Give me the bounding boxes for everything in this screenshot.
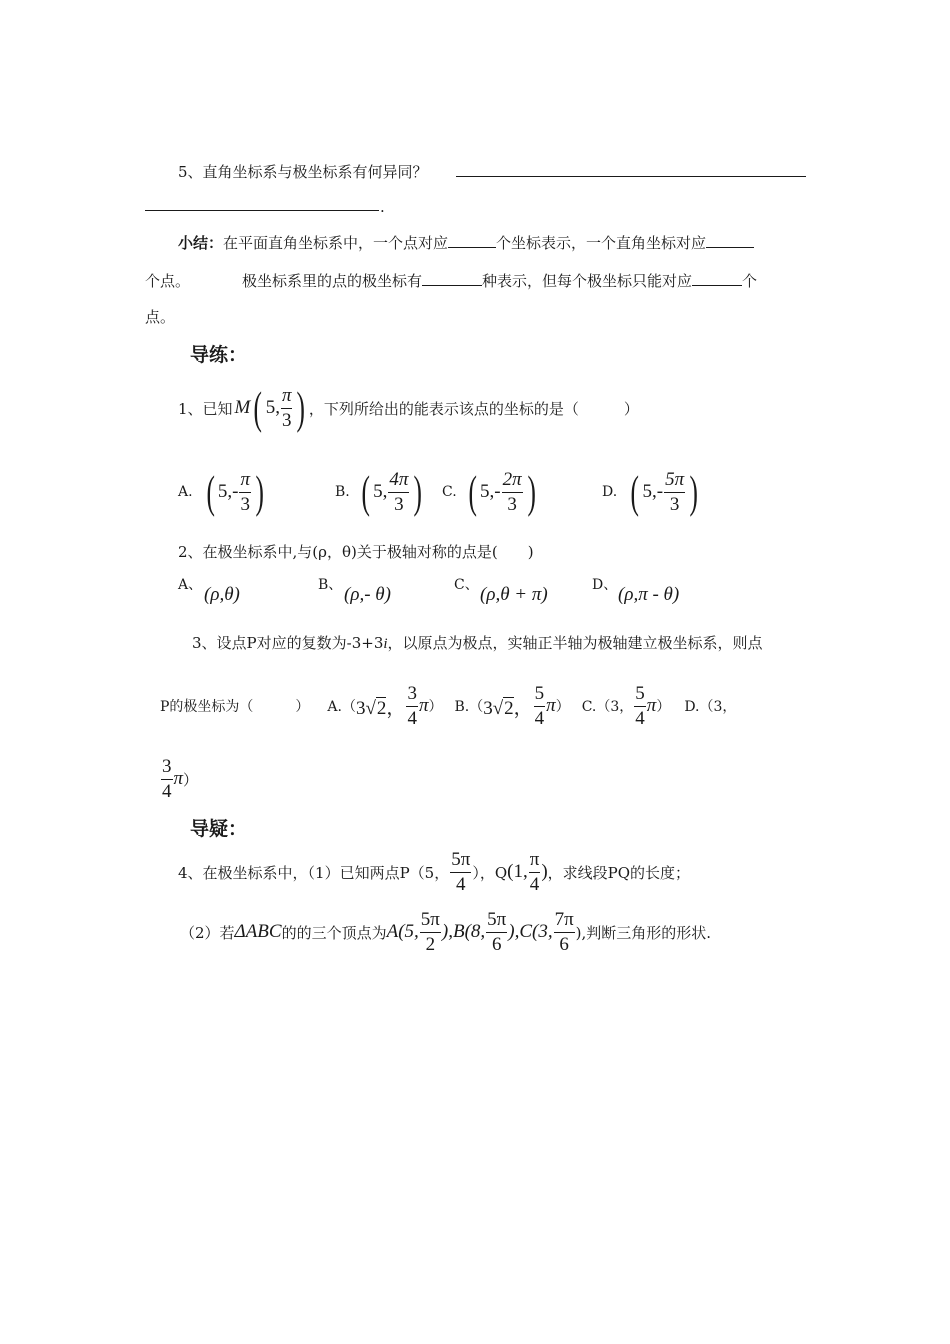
option-radius: 5,-	[642, 481, 664, 502]
point-p-angle: $\frac{5\pi}{4}$	[451, 848, 471, 895]
paren-open: (	[253, 382, 263, 433]
blank-2	[706, 247, 754, 248]
paren-close: )	[296, 382, 306, 433]
exercise-3-line-2: P的极坐标为（ ） A.（ 3√2， $\frac{3}{4}$ π ） B.（ 3√2， $\frac{5}{4}$ π ） C.（3， $\frac{5}{4}$ π ） D.（3，	[160, 682, 737, 729]
option-angle: $\frac{2\pi}{3}$	[502, 468, 522, 515]
exercise-3-line-3: $\frac{3}{4}$ π ）	[162, 755, 199, 802]
paren-open: (	[630, 466, 640, 517]
option-radius: 5,-	[217, 481, 239, 502]
answer-line-5b	[145, 210, 379, 211]
option-expression: (ρ,- θ)	[344, 584, 391, 605]
question-5-end: .	[380, 198, 385, 216]
exercise-1-option-a[interactable]	[178, 464, 267, 520]
exercise-4-text-b: ），Q	[472, 863, 508, 882]
option-angle: $\frac{4\pi}{3}$	[389, 468, 409, 515]
exercise-1-options	[0, 464, 950, 520]
option-a-label: A.（	[327, 699, 356, 715]
section-title-questions: 导疑：	[190, 818, 248, 840]
option-d-label: D.（3，	[684, 699, 737, 715]
option-label: C、	[454, 577, 479, 593]
exercise-4-text-d: 的的三个顶点为	[281, 923, 387, 942]
exercise-2: 2、在极坐标系中,与(ρ，θ)关于极轴对称的点是( )	[178, 543, 534, 561]
option-b-label: B.（	[454, 699, 484, 715]
vertex-c: ),C(3,	[508, 921, 553, 942]
vertex-b: ),B(8,	[441, 921, 486, 942]
exercise-1-prefix: 1、已知	[178, 399, 233, 418]
vertex-b-angle: $\frac{5\pi}{6}$	[487, 908, 507, 955]
exercise-1: 1、已知 M ( 5 , $\frac{\pi}{3}$ ) ，下列所给出的能表示该点的坐标的是（ ）	[178, 382, 639, 433]
blank-3	[422, 285, 482, 286]
vertex-c-angle: $\frac{7\pi}{6}$	[554, 908, 574, 955]
option-c-frac: $\frac{5}{4}$	[635, 682, 645, 729]
summary-line-1	[178, 232, 754, 253]
option-expression: (ρ,π - θ)	[618, 584, 680, 605]
option-angle: $\frac{\pi}{3}$	[240, 468, 250, 515]
question-5	[178, 161, 428, 182]
exercise-4-line-2	[180, 906, 711, 958]
exercise-3-prompt: P的极坐标为（ ）	[160, 699, 310, 715]
exercise-3-text-a: 3、设点P对应的复数为-3+3	[192, 634, 384, 652]
point-q-angle: $\frac{\pi}{4}$	[529, 848, 540, 895]
point-q-close: )	[541, 861, 548, 882]
exercise-1-option-b[interactable]	[335, 464, 426, 520]
point-m-label: M	[234, 397, 251, 418]
exercise-4-part-2-label: （2）若	[180, 923, 235, 942]
point-m-angle: $\frac{\pi}{3}$	[281, 384, 292, 431]
vertex-a-angle: $\frac{5\pi}{2}$	[420, 908, 440, 955]
option-b-sqrt: 3√2，	[483, 697, 533, 719]
paren-open: (	[361, 466, 370, 517]
paren-close: )	[255, 466, 264, 517]
exercise-4-line-1	[178, 846, 690, 898]
question-5-text: 5、直角坐标系与极坐标系有何异同？	[178, 163, 428, 181]
paren-open: (	[468, 466, 477, 517]
exercise-4-text-c: ，求线段PQ的长度；	[547, 863, 691, 882]
summary-text-2c: 种表示，但每个极坐标只能对应	[482, 272, 693, 290]
option-radius: 5,-	[480, 481, 501, 502]
option-label: D.	[602, 484, 618, 500]
blank-4	[692, 285, 742, 286]
imaginary-unit: i	[383, 636, 388, 652]
summary-text-2b: 极坐标系里的点的极坐标有	[242, 272, 423, 290]
blank-1	[448, 247, 496, 248]
triangle-name: ΔABC	[234, 921, 282, 942]
paren-open: (	[206, 466, 215, 517]
point-m-r: 5	[265, 397, 276, 418]
option-c-label: C.（3，	[581, 699, 634, 715]
exercise-1-option-d[interactable]	[602, 464, 701, 520]
point-q-open: (1,	[507, 861, 528, 882]
option-radius: 5,	[373, 481, 388, 502]
answer-line-5a	[456, 176, 806, 177]
exercise-1-suffix: ，下列所给出的能表示该点的坐标的是（ ）	[308, 399, 639, 418]
option-b-frac: $\frac{5}{4}$	[534, 682, 545, 729]
section-title-practice: 导练：	[190, 344, 248, 366]
summary-text-2a: 个点。	[145, 272, 191, 290]
option-d-frac: $\frac{3}{4}$	[162, 755, 172, 802]
summary-text-1b: 个坐标表示，一个直角坐标对应	[496, 234, 707, 252]
option-label: B.	[335, 484, 350, 500]
exercise-1-option-c[interactable]	[442, 464, 539, 520]
option-label: D、	[592, 577, 618, 593]
vertex-a: A(5,	[386, 921, 419, 942]
option-label: C.	[442, 484, 457, 500]
option-expression: (ρ,θ + π)	[480, 584, 548, 605]
exercise-2-options	[0, 574, 950, 610]
summary-line-2	[145, 270, 757, 291]
summary-label: 小结：	[178, 234, 224, 252]
summary-line-3: 点。	[145, 308, 176, 326]
option-angle: $\frac{5\pi}{3}$	[665, 468, 685, 515]
summary-text-1a: 在平面直角坐标系中，一个点对应	[223, 234, 449, 252]
paren-close: )	[413, 466, 423, 517]
exercise-3-text-b: ，以原点为极点，实轴正半轴为极轴建立极坐标系，则点	[387, 634, 763, 652]
option-a-frac: $\frac{3}{4}$	[407, 682, 417, 729]
exercise-4-text-a: 4、在极坐标系中，（1）已知两点P（5，	[178, 863, 450, 882]
option-a-sqrt: 3√2，	[355, 697, 406, 719]
paren-close: )	[689, 466, 699, 517]
option-label: B、	[318, 577, 343, 593]
option-expression: (ρ,θ)	[204, 584, 240, 605]
exercise-3-line-1	[192, 632, 763, 653]
summary-text-2d: 个	[742, 272, 758, 290]
paren-close: )	[527, 466, 536, 517]
option-label: A.	[178, 484, 193, 500]
exercise-4-text-e: ),判断三角形的形状.	[575, 923, 712, 942]
option-label: A、	[178, 577, 203, 593]
